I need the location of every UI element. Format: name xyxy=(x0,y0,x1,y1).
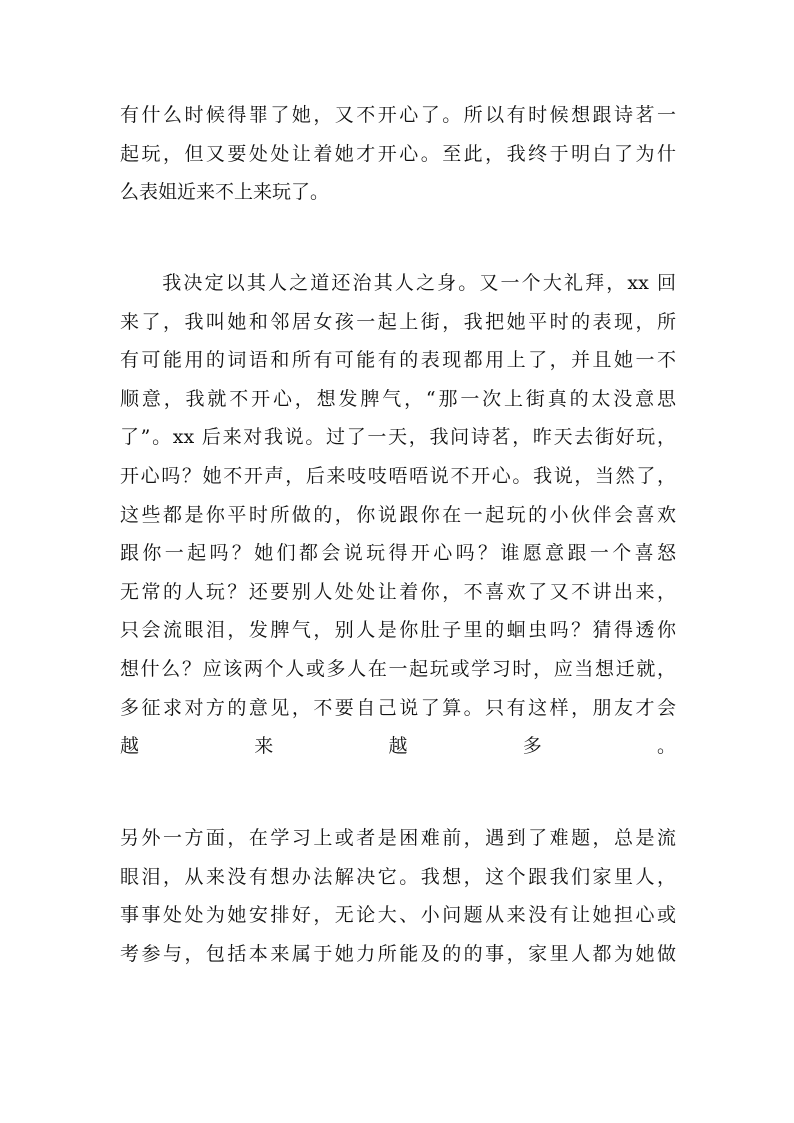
paragraph-line: 想什么？应该两个人或多人在一起玩或学习时，应当想迁就， xyxy=(120,657,676,680)
paragraph-line: 无常的人玩？还要别人处处让着你，不喜欢了又不讲出来， xyxy=(120,580,676,603)
paragraph-line: 起玩，但又要处处让着她才开心。至此，我终于明白了为什 xyxy=(120,142,676,165)
paragraph-line xyxy=(120,766,676,805)
paragraph-line: 么表姐近来不上来玩了。 xyxy=(120,181,330,204)
paragraph-1 xyxy=(120,96,676,212)
paragraph-2 xyxy=(120,264,676,804)
paragraph-line: 另外一方面，在学习上或者是困难前，遇到了难题，总是流 xyxy=(120,827,676,849)
paragraph-line: 只会流眼泪，发脾气，别人是你肚子里的蛔虫吗？猜得透你 xyxy=(120,619,676,642)
paragraph-3 xyxy=(120,819,676,973)
paragraph-line: 事事处处为她安排好，无论大、小问题从来没有让她担心或 xyxy=(120,904,676,927)
paragraph-line: 了”。xx 后来对我说。过了一天，我问诗茗，昨天去街好玩， xyxy=(120,426,676,449)
paragraph-line: 来了，我叫她和邻居女孩一起上街，我把她平时的表现，所 xyxy=(120,310,676,333)
paragraph-line: 跟你一起吗？她们都会说玩得开心吗？谁愿意跟一个喜怒 xyxy=(120,542,676,565)
paragraph-line: 有什么时候得罪了她，又不开心了。所以有时候想跟诗茗一 xyxy=(120,104,676,126)
paragraph-line: 我决定以其人之道还治其人之身。又一个大礼拜，xx 回 xyxy=(120,272,676,294)
paragraph-line: 眼泪，从来没有想办法解决它。我想，这个跟我们家里人， xyxy=(120,865,676,888)
paragraph-line: 多征求对方的意见，不要自己说了算。只有这样，朋友才会 xyxy=(120,696,676,719)
paragraph-line: 有可能用的词语和所有可能有的表现都用上了，并且她一不 xyxy=(120,349,676,372)
paragraph-line: 考参与，包括本来属于她力所能及的的事，家里人都为她做 xyxy=(120,942,676,965)
paragraph-line: 这些都是你平时所做的，你说跟你在一起玩的小伙伴会喜欢 xyxy=(120,503,676,526)
paragraph-line: 顺意，我就不开心，想发脾气，“那一次上街真的太没意思 xyxy=(120,387,676,410)
paragraph-line: 开心吗？她不开声，后来吱吱唔唔说不开心。我说，当然了， xyxy=(120,464,676,487)
paragraph-line: 越来越多。 xyxy=(120,735,676,758)
